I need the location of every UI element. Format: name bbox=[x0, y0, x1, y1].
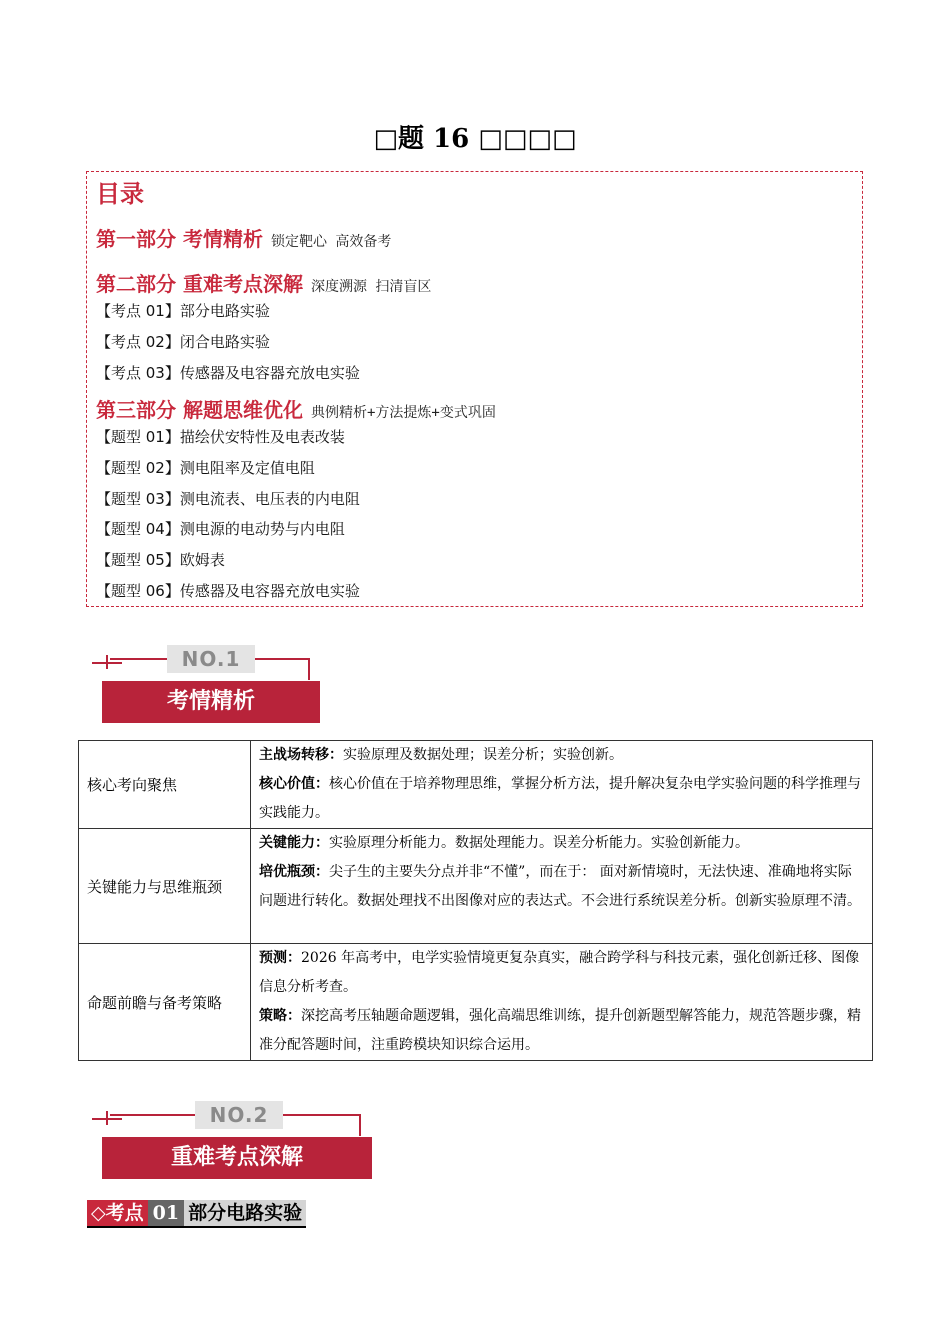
section-title: 考情精析 bbox=[102, 681, 320, 723]
content-text: 深挖高考压轴题命题逻辑，强化高端思维训练，提升创新题型解答能力，规范答题步骤，精准分配答题时间，注重跨模块知识综合运用。 bbox=[259, 1008, 861, 1053]
content-line bbox=[259, 829, 864, 858]
content-line bbox=[259, 944, 864, 1002]
section-banner-1 bbox=[92, 645, 332, 725]
banner-line bbox=[359, 1114, 361, 1136]
content-line bbox=[259, 741, 864, 770]
toc-tixing-4[interactable]: 【题型 04】测电源的电动势与内电阻 bbox=[96, 520, 345, 538]
toc-part-label: 第一部分 考情精析 bbox=[96, 227, 263, 251]
row-content bbox=[251, 741, 873, 829]
row-content bbox=[251, 829, 873, 944]
kaodian-heading bbox=[87, 1200, 306, 1228]
banner-line bbox=[106, 1111, 108, 1125]
document-title: □题 16 □□□□ bbox=[373, 124, 577, 154]
table-row bbox=[79, 741, 873, 829]
focus-table bbox=[78, 740, 873, 1061]
toc-part-1[interactable] bbox=[96, 223, 391, 252]
toc-tixing-1[interactable]: 【题型 01】描绘伏安特性及电表改装 bbox=[96, 428, 345, 446]
toc-kaodian-2[interactable]: 【考点 02】闭合电路实验 bbox=[96, 333, 270, 351]
toc-kaodian-1[interactable]: 【考点 01】部分电路实验 bbox=[96, 302, 270, 320]
content-text: 实验原理及数据处理；误差分析；实验创新。 bbox=[343, 747, 623, 763]
toc-part-label: 第二部分 重难考点深解 bbox=[96, 272, 303, 296]
content-line bbox=[259, 770, 864, 828]
toc-part-3[interactable] bbox=[96, 394, 496, 423]
section-banner-2 bbox=[92, 1101, 382, 1181]
toc-part-subtitle: 深度溯源 扫清盲区 bbox=[310, 279, 432, 295]
section-number: NO.1 bbox=[167, 645, 255, 673]
row-content bbox=[251, 944, 873, 1061]
row-label: 核心考向聚焦 bbox=[79, 741, 251, 829]
banner-line bbox=[106, 655, 108, 669]
toc-tixing-6[interactable]: 【题型 06】传感器及电容器充放电实验 bbox=[96, 582, 360, 600]
toc-part-subtitle: 锁定靶心 高效备考 bbox=[270, 234, 392, 250]
content-line bbox=[259, 1002, 864, 1060]
content-text: 核心价值在于培养物理思维，掌握分析方法，提升解决复杂电学实验问题的科学推理与实践能力。 bbox=[259, 776, 861, 821]
banner-line bbox=[110, 1114, 195, 1116]
table-row bbox=[79, 944, 873, 1061]
toc-heading: 目录 bbox=[96, 180, 144, 208]
content-key: 关键能力： bbox=[259, 835, 329, 851]
toc-tixing-5[interactable]: 【题型 05】欧姆表 bbox=[96, 551, 225, 569]
banner-line bbox=[283, 1114, 361, 1116]
banner-line bbox=[110, 658, 167, 660]
kaodian-number: 01 bbox=[148, 1200, 184, 1226]
section-number: NO.2 bbox=[195, 1101, 283, 1129]
content-text: 实验原理分析能力。数据处理能力。误差分析能力。实验创新能力。 bbox=[329, 835, 749, 851]
toc-part-2[interactable] bbox=[96, 268, 431, 297]
content-key: 核心价值： bbox=[259, 776, 329, 792]
table-row bbox=[79, 829, 873, 944]
content-text: 尖子生的主要失分点并非“不懂”，而在于： 面对新情境时，无法快速、准确地将实际问题进行转化。数据处理找不出图像对应的表达式。不会进行系统误差分析。创新实验原理不清。 bbox=[259, 864, 861, 909]
content-key: 预测： bbox=[259, 950, 301, 966]
row-label: 关键能力与思维瓶颈 bbox=[79, 829, 251, 944]
content-key: 主战场转移： bbox=[259, 747, 343, 763]
content-key: 策略： bbox=[259, 1008, 301, 1024]
content-line bbox=[259, 858, 864, 916]
content-key: 培优瓶颈： bbox=[259, 864, 329, 880]
toc-part-subtitle: 典例精析+方法提炼+变式巩固 bbox=[310, 405, 496, 421]
kaodian-label: 部分电路实验 bbox=[184, 1200, 306, 1226]
toc-kaodian-3[interactable]: 【考点 03】传感器及电容器充放电实验 bbox=[96, 364, 360, 382]
toc-tixing-3[interactable]: 【题型 03】测电流表、电压表的内电阻 bbox=[96, 490, 360, 508]
kaodian-prefix: ◇考点 bbox=[87, 1200, 148, 1226]
toc-tixing-2[interactable]: 【题型 02】测电阻率及定值电阻 bbox=[96, 459, 315, 477]
toc-part-label: 第三部分 解题思维优化 bbox=[96, 398, 303, 422]
banner-line bbox=[308, 658, 310, 680]
section-title: 重难考点深解 bbox=[102, 1137, 372, 1179]
banner-line bbox=[255, 658, 310, 660]
row-label: 命题前瞻与备考策略 bbox=[79, 944, 251, 1061]
content-text: 2026 年高考中，电学实验情境更复杂真实，融合跨学科与科技元素，强化创新迁移、图像信息分析考查。 bbox=[259, 950, 860, 995]
